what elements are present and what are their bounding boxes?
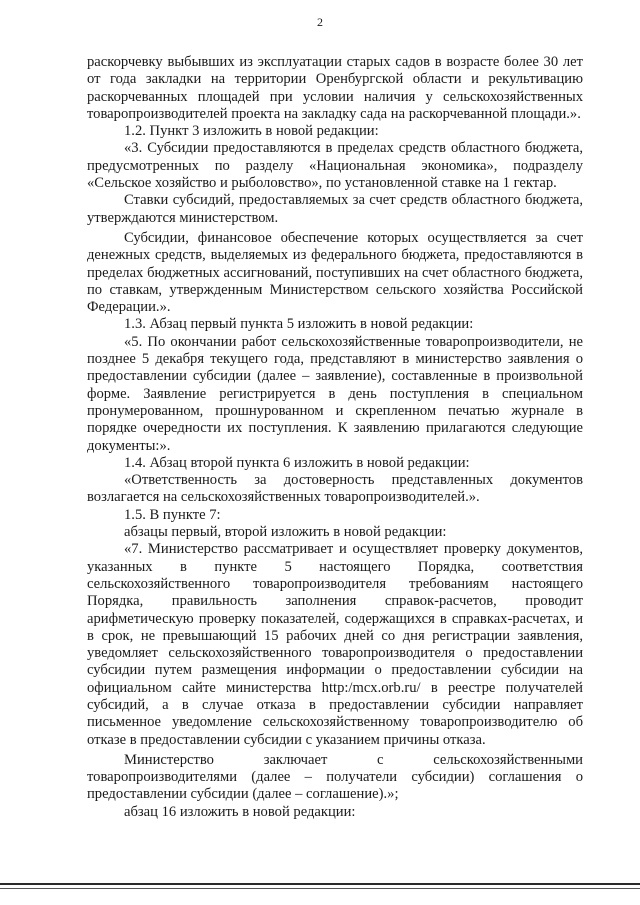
paragraph-responsibility: «Ответственность за достоверность представленных документов возлагается на сельскохозяйственных товаропроизводителей.». (87, 472, 583, 506)
paragraph-first-second: абзацы первый, второй изложить в новой редакции: (124, 524, 447, 541)
paragraph-clause-5: «5. По окончании работ сельскохозяйственные товаропроизводители, не позднее 5 декабря текущего года, представляют в министерство заявления о предоставлении субсидии (далее – заявление), составленные в произвольной форме. Заявление регистрируется в день поступления в специальном пронумерованном, прошнурованном и скрепленном печатью журнале в порядке очередности их поступления. К заявлению прилагаются следующие документы:». (87, 333, 583, 454)
paragraph-agreement: Министерство заключает с сельскохозяйственными товаропроизводителями (далее – получатели субсидии) соглашения о предоставлении субсидии (далее – соглашение).»; (87, 751, 583, 803)
document-body (87, 54, 583, 821)
paragraph-federal-funds: Субсидии, финансовое обеспечение которых осуществляется за счет денежных средств, выделяемых из федерального бюджета, предоставляются в пределах бюджетных ассигнований, поступивших на счет областного бюджета, по ставкам, утвержденным Министерством сельского хозяйства Российской Федерации.». (87, 229, 583, 316)
paragraph-16: абзац 16 изложить в новой редакции: (124, 803, 356, 820)
paragraph-item-1-5: 1.5. В пункте 7: (124, 506, 221, 523)
page-bottom-rule-secondary (0, 888, 640, 889)
page-bottom-rule (0, 883, 640, 885)
page-number: 2 (317, 15, 323, 29)
paragraph-rates: Ставки субсидий, предоставляемых за счет средств областного бюджета, утверждаются министерством. (87, 192, 583, 226)
paragraph-continuation: раскорчевку выбывших из эксплуатации старых садов в возрасте более 30 лет от года закладки на территории Оренбургской области и рекультивацию раскорчеванных площадей при условии наличия у сельскохозяйственных товаропроизводителей проекта на закладку сада на раскорчеванной площади.». (87, 54, 583, 122)
paragraph-item-1-2: 1.2. Пункт 3 изложить в новой редакции: (124, 123, 379, 140)
paragraph-item-1-3: 1.3. Абзац первый пункта 5 изложить в новой редакции: (124, 316, 474, 333)
paragraph-clause-7: «7. Министерство рассматривает и осуществляет проверку документов, указанных в пункте 5 настоящего Порядка, соответствия сельскохозяйственного товаропроизводителя требованиям настоящего Порядка, правильность заполнения справок-расчетов, проводит арифметическую проверку показателей, содержащихся в справках-расчетах, и в срок, не превышающий 15 рабочих дней со дня регистрации заявления, уведомляет сельскохозяйственного товаропроизводителя о предоставлении субсидии путем размещения информации о предоставлении субсидии на официальном сайте министерства http:/mcx.orb.ru/ в реестре получателей субсидий, а в случае отказа в предоставлении субсидии направляет письменное уведомление сельскохозяйственному товаропроизводителю об отказе в предоставлении субсидии с указанием причины отказа. (87, 541, 583, 748)
paragraph-clause-3: «3. Субсидии предоставляются в пределах средств областного бюджета, предусмотренных по разделу «Национальная экономика», подразделу «Сельское хозяйство и рыболовство», по установленной ставке на 1 гектар. (87, 140, 583, 192)
paragraph-item-1-4: 1.4. Абзац второй пункта 6 изложить в новой редакции: (124, 454, 470, 471)
